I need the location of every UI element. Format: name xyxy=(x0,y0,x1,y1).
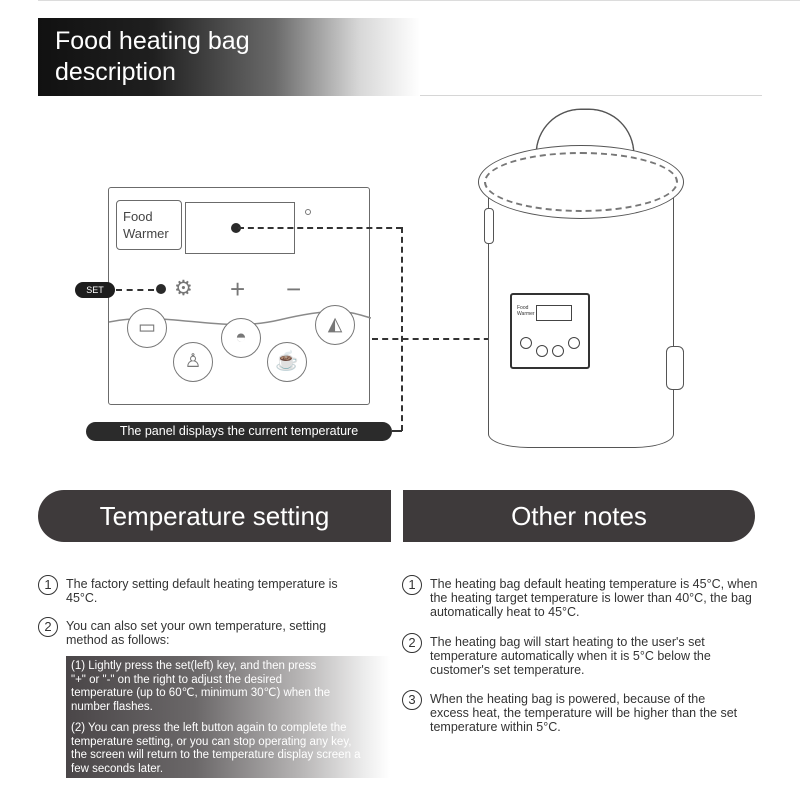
header-banner xyxy=(38,18,420,96)
minus-icon: − xyxy=(286,274,302,304)
setting-step: (2) You can press the left button again to complete the temperature setting, or you can stop operating any key, the screen will return to the temperature display screen a few seconds later. xyxy=(71,722,361,775)
indicator-led xyxy=(305,209,311,215)
cup-icon: ☕ xyxy=(267,342,307,382)
control-panel-illustration xyxy=(108,187,370,405)
header-divider xyxy=(420,95,762,96)
temperature-setting-header: Temperature setting xyxy=(38,490,391,542)
mini-panel-label: Food Warmer xyxy=(517,305,535,317)
mini-display xyxy=(536,305,572,321)
other-note: When the heating bag is powered, because of the excess heat, the temperature will be higher than the set temperature within 5°C. xyxy=(430,692,738,734)
note-number: 1 xyxy=(38,575,58,595)
pizza-icon: ◭ xyxy=(315,305,355,345)
bag-zipper xyxy=(484,152,678,212)
bag-leader-line xyxy=(372,338,500,340)
note-number: 1 xyxy=(402,575,422,595)
other-notes-header: Other notes xyxy=(403,490,755,542)
setting-steps-box xyxy=(66,656,390,778)
setting-step: (1) Lightly press the set(left) key, and then press "+" or "-" on the right to adjust the desired temperature (up to 60℃, minimum 30℃) when the number flashes. xyxy=(71,660,331,713)
temperature-note: You can also set your own temperature, setting method as follows: xyxy=(66,619,327,647)
zipper-pull xyxy=(484,208,494,244)
bag-control-panel xyxy=(510,293,590,369)
temperature-note: The factory setting default heating temperature is 45°C. xyxy=(66,577,338,605)
bag-lid xyxy=(478,145,684,219)
mini-button xyxy=(568,337,580,349)
baby-bottle-icon: ♙ xyxy=(173,342,213,382)
page-title: Food heating bag description xyxy=(55,27,250,86)
other-note: The heating bag will start heating to the user's set temperature automatically when it is 5°C below the customer's set temperature. xyxy=(430,635,711,677)
panel-caption: The panel displays the current temperature xyxy=(86,422,392,441)
note-number: 3 xyxy=(402,690,422,710)
caption-leader-line xyxy=(392,430,402,432)
display-leader-line xyxy=(238,227,402,229)
note-number: 2 xyxy=(402,633,422,653)
lunch-box-icon: ▭ xyxy=(127,308,167,348)
gear-icon: ⚙ xyxy=(174,277,193,300)
note-number: 2 xyxy=(38,617,58,637)
display-leader-line-vertical xyxy=(401,227,403,431)
food-warmer-label: Food Warmer xyxy=(116,200,182,250)
set-label: SET xyxy=(75,282,115,298)
burger-icon: ◓ xyxy=(221,318,261,358)
bag-side-clip xyxy=(666,346,684,390)
mini-button xyxy=(552,345,564,357)
set-leader-line xyxy=(116,289,154,291)
top-divider xyxy=(38,0,800,1)
mini-button xyxy=(536,345,548,357)
set-marker-dot xyxy=(156,284,166,294)
other-note: The heating bag default heating temperature is 45°C, when the heating target temperature is lower than 40°C, the bag automatically heat to 45°C. xyxy=(430,577,758,619)
mini-button xyxy=(520,337,532,349)
plus-icon: + xyxy=(230,274,246,304)
